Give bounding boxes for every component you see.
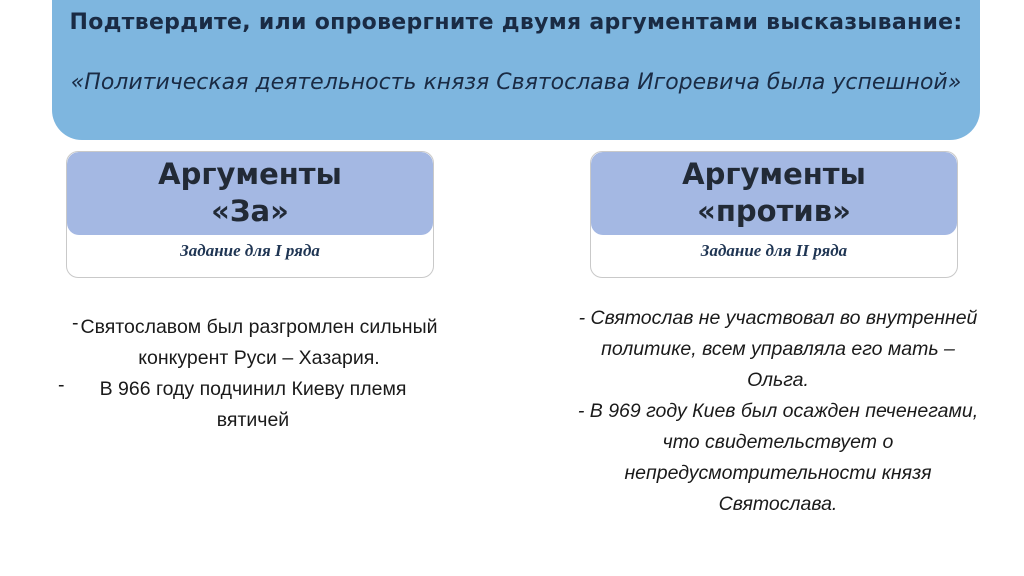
con-heading-line2: «против» (697, 194, 851, 228)
pro-argument-text: Святославом был разгромлен сильный конкурент Руси – Хазария. (80, 316, 438, 369)
pro-heading-line2: «За» (211, 194, 289, 228)
bullet-dash: - (72, 312, 79, 334)
pro-arguments-heading (67, 152, 433, 235)
list-item (58, 312, 454, 374)
pro-heading-line1: Аргументы (158, 157, 342, 191)
pro-arguments-box (66, 151, 434, 278)
con-arguments-list (550, 303, 1006, 520)
header-banner (52, 0, 980, 140)
slide-quote: «Политическая деятельность князя Святослава Игоревича была успешной» (70, 70, 962, 95)
con-arguments-box (590, 151, 958, 278)
pro-arguments-list (58, 312, 454, 436)
con-argument-text: - В 969 году Киев был осажден печенегами, что свидетельствует о непредусмотрительности князя Святослава. (577, 400, 979, 515)
con-arguments-heading (591, 152, 957, 235)
list-item (550, 396, 1006, 520)
bullet-dash: - (58, 374, 65, 396)
slide-title: Подтвердите, или опровергните двумя аргументами высказывание: (69, 10, 963, 35)
con-argument-text: - Святослав не участвовал во внутренней политике, всем управляла его мать – Ольга. (578, 307, 978, 391)
pro-task-label: Задание для I ряда (180, 241, 320, 260)
list-item (58, 374, 454, 436)
con-task-label: Задание для II ряда (700, 241, 848, 260)
pro-argument-text: В 966 году подчинил Киеву племя вятичей (99, 378, 407, 431)
con-heading-line1: Аргументы (682, 157, 866, 191)
list-item (550, 303, 1006, 396)
